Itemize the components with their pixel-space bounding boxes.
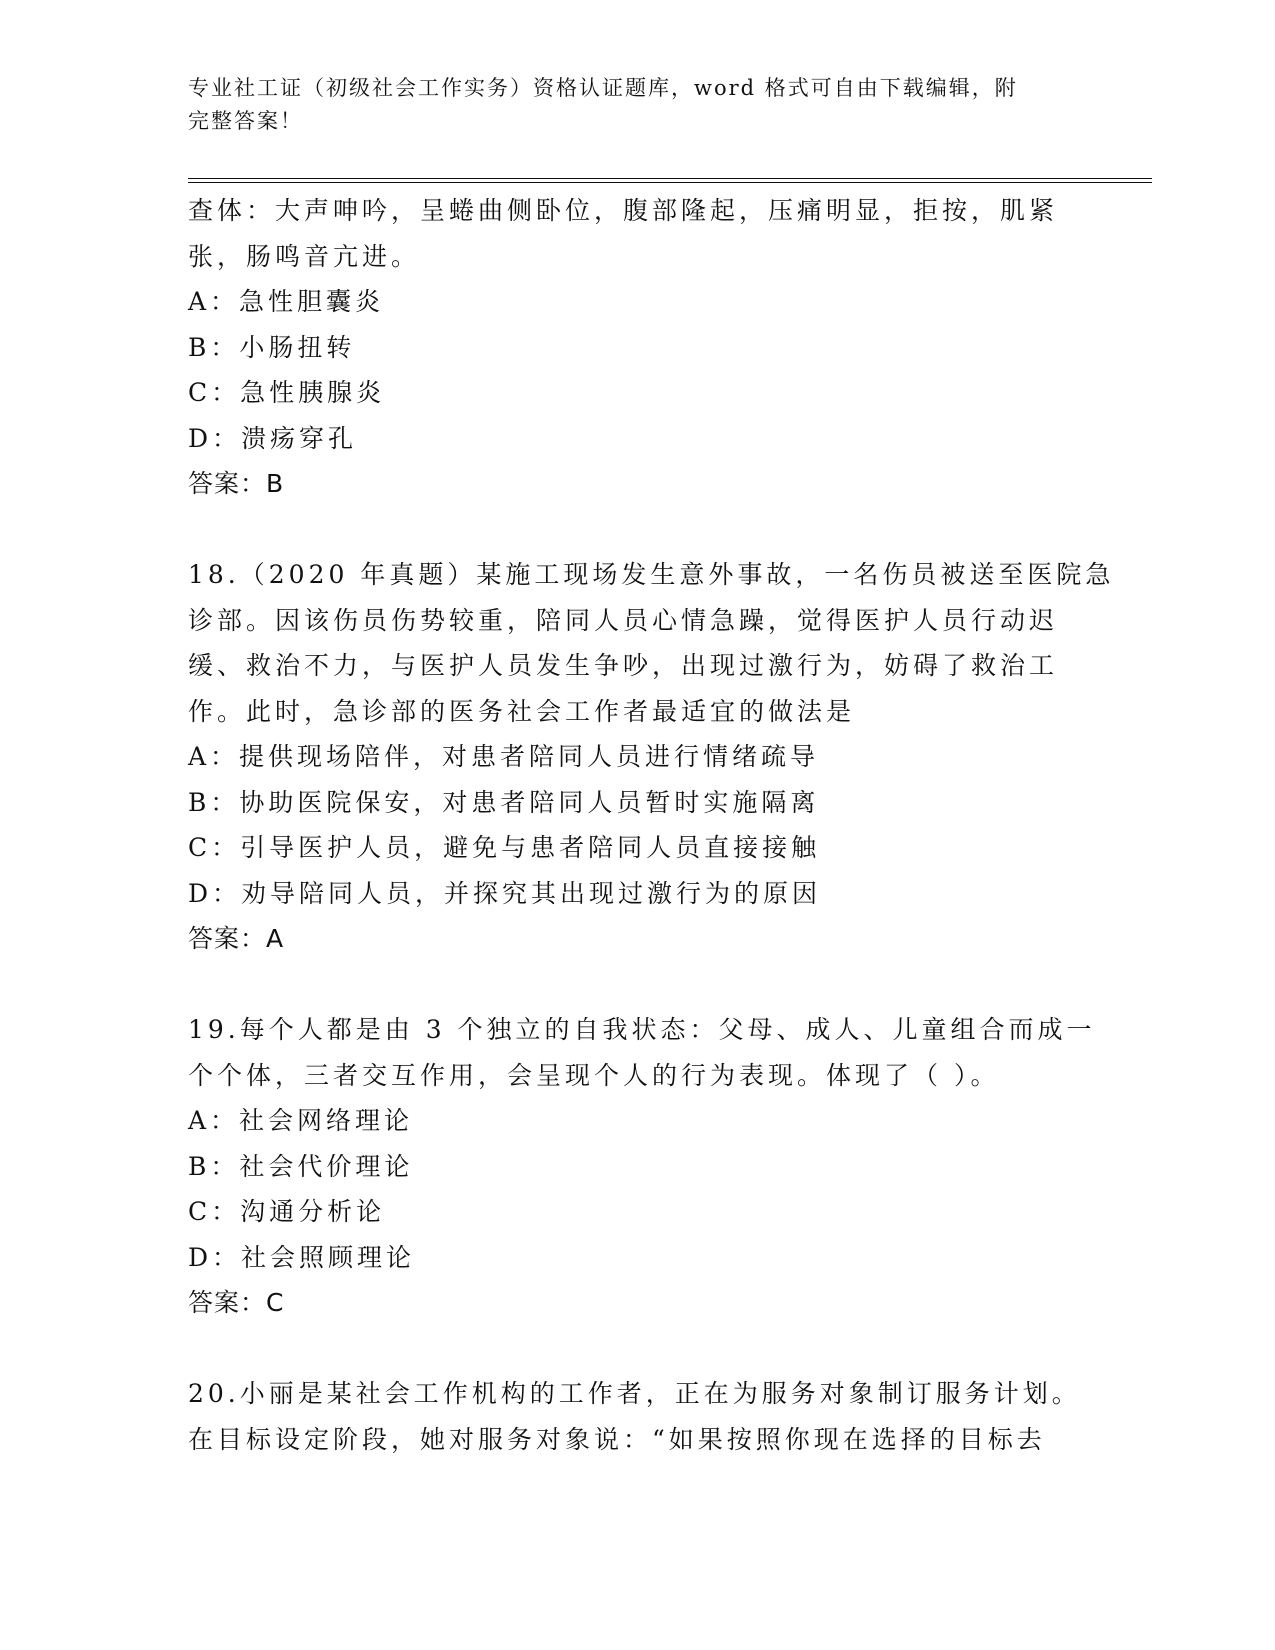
question-content: [188, 188, 1115, 1462]
option-c: C：沟通分析论: [188, 1197, 386, 1226]
option-b: B：协助医院保安，对患者陪同人员暂时实施隔离: [188, 787, 820, 817]
option-c: C：急性胰腺炎: [188, 378, 386, 407]
document-header: [188, 72, 1068, 138]
spacer: [188, 507, 1088, 553]
question-stem-line: 查体：大声呻吟，呈蜷曲侧卧位，腹部隆起，压痛明显，拒按，肌紧: [188, 196, 1059, 225]
spacer: [188, 1326, 1088, 1372]
question-stem-line: 个个体，三者交互作用，会呈现个人的行为表现。体现了（ ）。: [188, 1060, 1000, 1090]
question-18: [188, 552, 1115, 962]
question-stem-line: 作。此时，急诊部的医务社会工作者最适宜的做法是: [188, 696, 856, 726]
option-a: A：提供现场陪伴，对患者陪同人员进行情绪疏导: [188, 742, 820, 771]
option-a: A：社会网络理论: [188, 1106, 414, 1135]
header-line: 完整答案！: [188, 109, 303, 133]
option-b: B：社会代价理论: [188, 1151, 414, 1181]
question-19: [188, 1007, 1096, 1326]
header-divider: [188, 182, 1152, 183]
question-20: [188, 1371, 1088, 1462]
option-c: C：引导医护人员，避免与患者陪同人员直接接触: [188, 833, 821, 862]
question-stem-line: 18.（2020 年真题）某施工现场发生意外事故，一名伤员被送至医院急: [188, 560, 1115, 589]
option-a: A：急性胆囊炎: [188, 287, 385, 316]
answer-line: 答案：C: [188, 1288, 285, 1317]
option-d: D：社会照顾理论: [188, 1242, 416, 1272]
header-line: 专业社工证（初级社会工作实务）资格认证题库，word 格式可自由下载编辑，附: [188, 76, 1018, 100]
header-divider: [188, 178, 1152, 179]
option-b: B：小肠扭转: [188, 332, 356, 362]
question-stem-line: 在目标设定阶段，她对服务对象说：“如果按照你现在选择的目标去: [188, 1424, 1046, 1454]
question-stem-line: 缓、救治不力，与医护人员发生争吵，出现过激行为，妨碍了救治工: [188, 651, 1059, 680]
question-stem-line: 张，肠鸣音亢进。: [188, 241, 421, 271]
option-d: D：劝导陪同人员，并探究其出现过激行为的原因: [188, 878, 822, 908]
answer-line: 答案：A: [188, 924, 285, 953]
question-17: [188, 188, 1088, 507]
question-stem-line: 19.每个人都是由 3 个独立的自我状态：父母、成人、儿童组合而成一: [188, 1015, 1096, 1044]
spacer: [188, 962, 1088, 1008]
answer-line: 答案：B: [188, 469, 285, 498]
question-stem-line: 诊部。因该伤员伤势较重，陪同人员心情急躁，觉得医护人员行动迟: [188, 605, 1059, 635]
option-d: D：溃疡穿孔: [188, 423, 358, 453]
question-stem-line: 20.小丽是某社会工作机构的工作者，正在为服务对象制订服务计划。: [188, 1379, 1081, 1408]
